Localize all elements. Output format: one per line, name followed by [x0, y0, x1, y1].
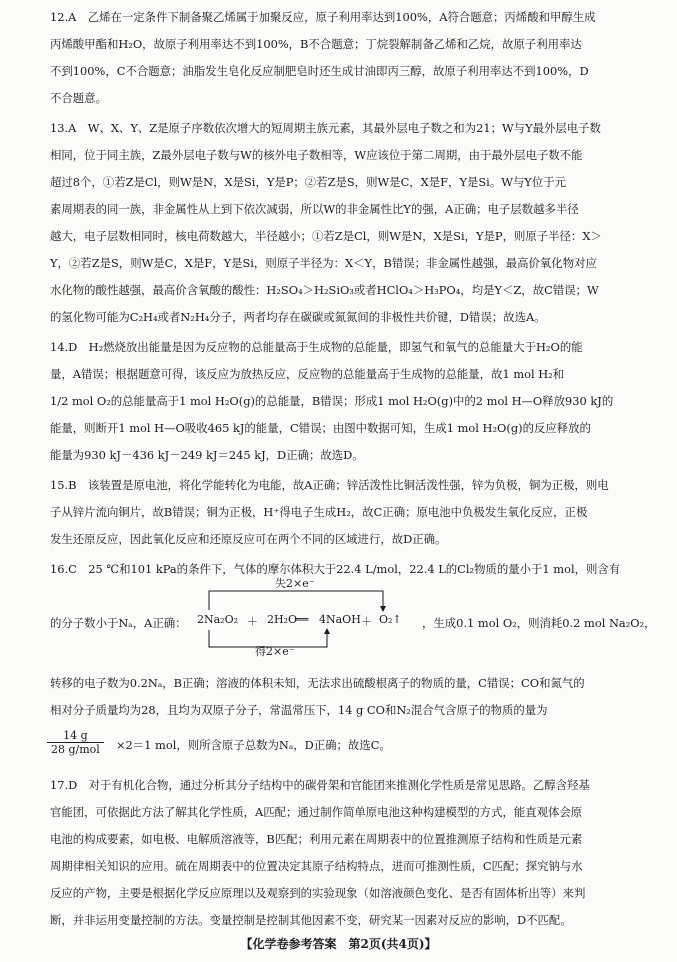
text-line: ，生成0.1 mol O₂，则消耗0.2 mol Na₂O₂， [422, 616, 656, 630]
text-line: 周期律相关知识的应用。硫在周期表中的位置决定其原子结构特点，进而可推测性质，C匹配；探究钠与水 [50, 859, 583, 873]
text-line: 13.A W、X、Y、Z是原子序数依次增大的短周期主族元素，其最外层电子数之和为21；W与Y最外层电子数 [50, 121, 601, 135]
text-line: 的氢化物可能为C₂H₄或者N₂H₄分子，两者均存在碳碳或氮氮间的非极性共价键，D错误；故选A。 [50, 310, 546, 324]
text-line: 不合题意。 [50, 91, 107, 105]
fraction-denominator: 28 g/mol [51, 743, 100, 756]
text-line: 1/2 mol O₂的总能量高于1 mol H₂O(g)的总能量，B错误；形成1 mol H₂O(g)中的2 mol H—O释放930 kJ的 [50, 394, 614, 408]
electron-transfer-diagram [195, 577, 475, 658]
text-line: 17.D 对于有机化合物，通过分析其分子结构中的碳骨架和官能团来推测化学性质是常见思路。乙醇含羟基 [50, 778, 590, 792]
plus-sign: ＋ [247, 615, 258, 628]
text-line: 发生还原反应，因此氧化反应和还原反应可在两个不同的区域进行，故D正确。 [50, 532, 447, 546]
text-line: 转移的电子数为0.2Nₐ，B正确；溶液的体积未知，无法求出硫酸根离子的物质的量，C错误；CO和氮气的 [50, 676, 585, 690]
electron-lost-label: 失2×e⁻ [275, 577, 315, 590]
reactant-h2o: 2H₂O [267, 613, 298, 626]
equals-arrow: ══ [295, 613, 309, 626]
text-line: 量，A错误；根据题意可得，该反应为放热反应，反应物的总能量高于生成物的总能量，故1 mol H₂和 [50, 367, 565, 381]
text-line: 相对分子质量均为28，且均为双原子分子，常温常压下，14 g CO和N₂混合气含原子的物质的量为 [50, 703, 548, 717]
text-line: 水化物的酸性越强，最高价含氧酸的酸性：H₂SO₄＞H₂SiO₃或者HClO₄＞H₃PO₄，均是Y＜Z，故C错误；W [50, 283, 599, 297]
text-line: 相同，位于同主族，Z最外层电子数与W的核外电子数相等，W应该位于第二周期，由于最外层电子数不能 [50, 148, 583, 162]
text-line: 断，并非运用变量控制的方法。变量控制是控制其他因素不变，研究某一因素对反应的影响，D不匹配。 [50, 913, 572, 927]
text-line: 官能团，可依据此方法了解其化学性质，A匹配；通过制作简单原电池这种构建模型的方式，能直观体会原 [50, 805, 583, 819]
text-line: 16.C 25 ℃和101 kPa的条件下，气体的摩尔体积大于22.4 L/mol，22.4 L的Cl₂物质的量小于1 mol，则含有 [50, 562, 621, 576]
product-naoh: 4NaOH [319, 613, 361, 626]
electron-gained-label: 得2×e⁻ [255, 645, 295, 658]
text-line: 的分子数小于Nₐ，A正确： [50, 616, 187, 630]
text-line: 越大，电子层数相同时，核电荷数越大，半径越小；①若Z是Cl，则W是N，X是Si，Y是P，则原子半径：X＞ [50, 229, 602, 243]
text-line: ×2＝1 mol，则所含原子总数为Nₐ，D正确；故选C。 [116, 738, 391, 752]
product-o2: O₂↑ [379, 613, 402, 626]
page-footer: 【化学卷参考答案 第2页(共4页)】 [240, 937, 437, 951]
text-line: 14.D H₂燃烧放出能量是因为反应物的总能量高于生成物的总能量，即氢气和氧气的总能量大于H₂O的能 [50, 340, 583, 354]
plus-sign: ＋ [361, 615, 372, 628]
text-line: 超过8个，①若Z是Cl，则W是N，X是Si，Y是P；②若Z是S，则W是C，X是F，Y是Si。W与Y位于元 [50, 175, 567, 189]
text-line: 不到100%，C不合题意；油脂发生皂化反应制肥皂时还生成甘油即丙三醇，故原子利用率达不到100%，D [50, 64, 589, 78]
fraction-mass-over-molar-mass [47, 729, 104, 756]
text-line: 能量，则断开1 mol H—O吸收465 kJ的能量，C错误；由图中数据可知，生成1 mol H₂O(g)的反应释放的 [50, 421, 591, 435]
text-line: 电池的构成要素，如电极、电解质溶液等，B匹配；利用元素在周期表中的位置推测原子结构和性质是元素 [50, 832, 583, 846]
text-line: 12.A 乙烯在一定条件下制备聚乙烯属于加聚反应，原子利用率达到100%，A符合题意；丙烯酸和甲醇生成 [50, 10, 596, 24]
text-line: 丙烯酸甲酯和H₂O，故原子利用率达不到100%，B不合题意；丁烷裂解制备乙烯和乙烷，故原子利用率达 [50, 37, 582, 51]
text-line: 能量为930 kJ－436 kJ－249 kJ＝245 kJ，D正确；故选D。 [50, 448, 364, 462]
text-line: 反应的产物，主要是根据化学反应原理以及观察到的实验现象（如溶液颜色变化、是否有固体析出等）来判 [50, 886, 586, 900]
text-line: 15.B 该装置是原电池，将化学能转化为电能，故A正确；锌活泼性比铜活泼性强，锌为负极，铜为正极，则电 [50, 478, 609, 492]
text-line: Y，②若Z是S，则W是C，X是F，Y是Si，则原子半径为：X＜Y，B错误；非金属性越强，最高价氧化物对应 [50, 256, 597, 270]
fraction-numerator: 14 g [47, 729, 104, 743]
reactant-na2o2: 2Na₂O₂ [197, 613, 239, 626]
text-line: 素周期表的同一族，非金属性从上到下依次减弱，所以W的非金属性比Y的强，A正确；电子层数越多半径 [50, 202, 579, 216]
text-line: 子从锌片流向铜片，故B错误；铜为正极，H⁺得电子生成H₂，故C正确；原电池中负极发生氧化反应，正极 [50, 505, 588, 519]
